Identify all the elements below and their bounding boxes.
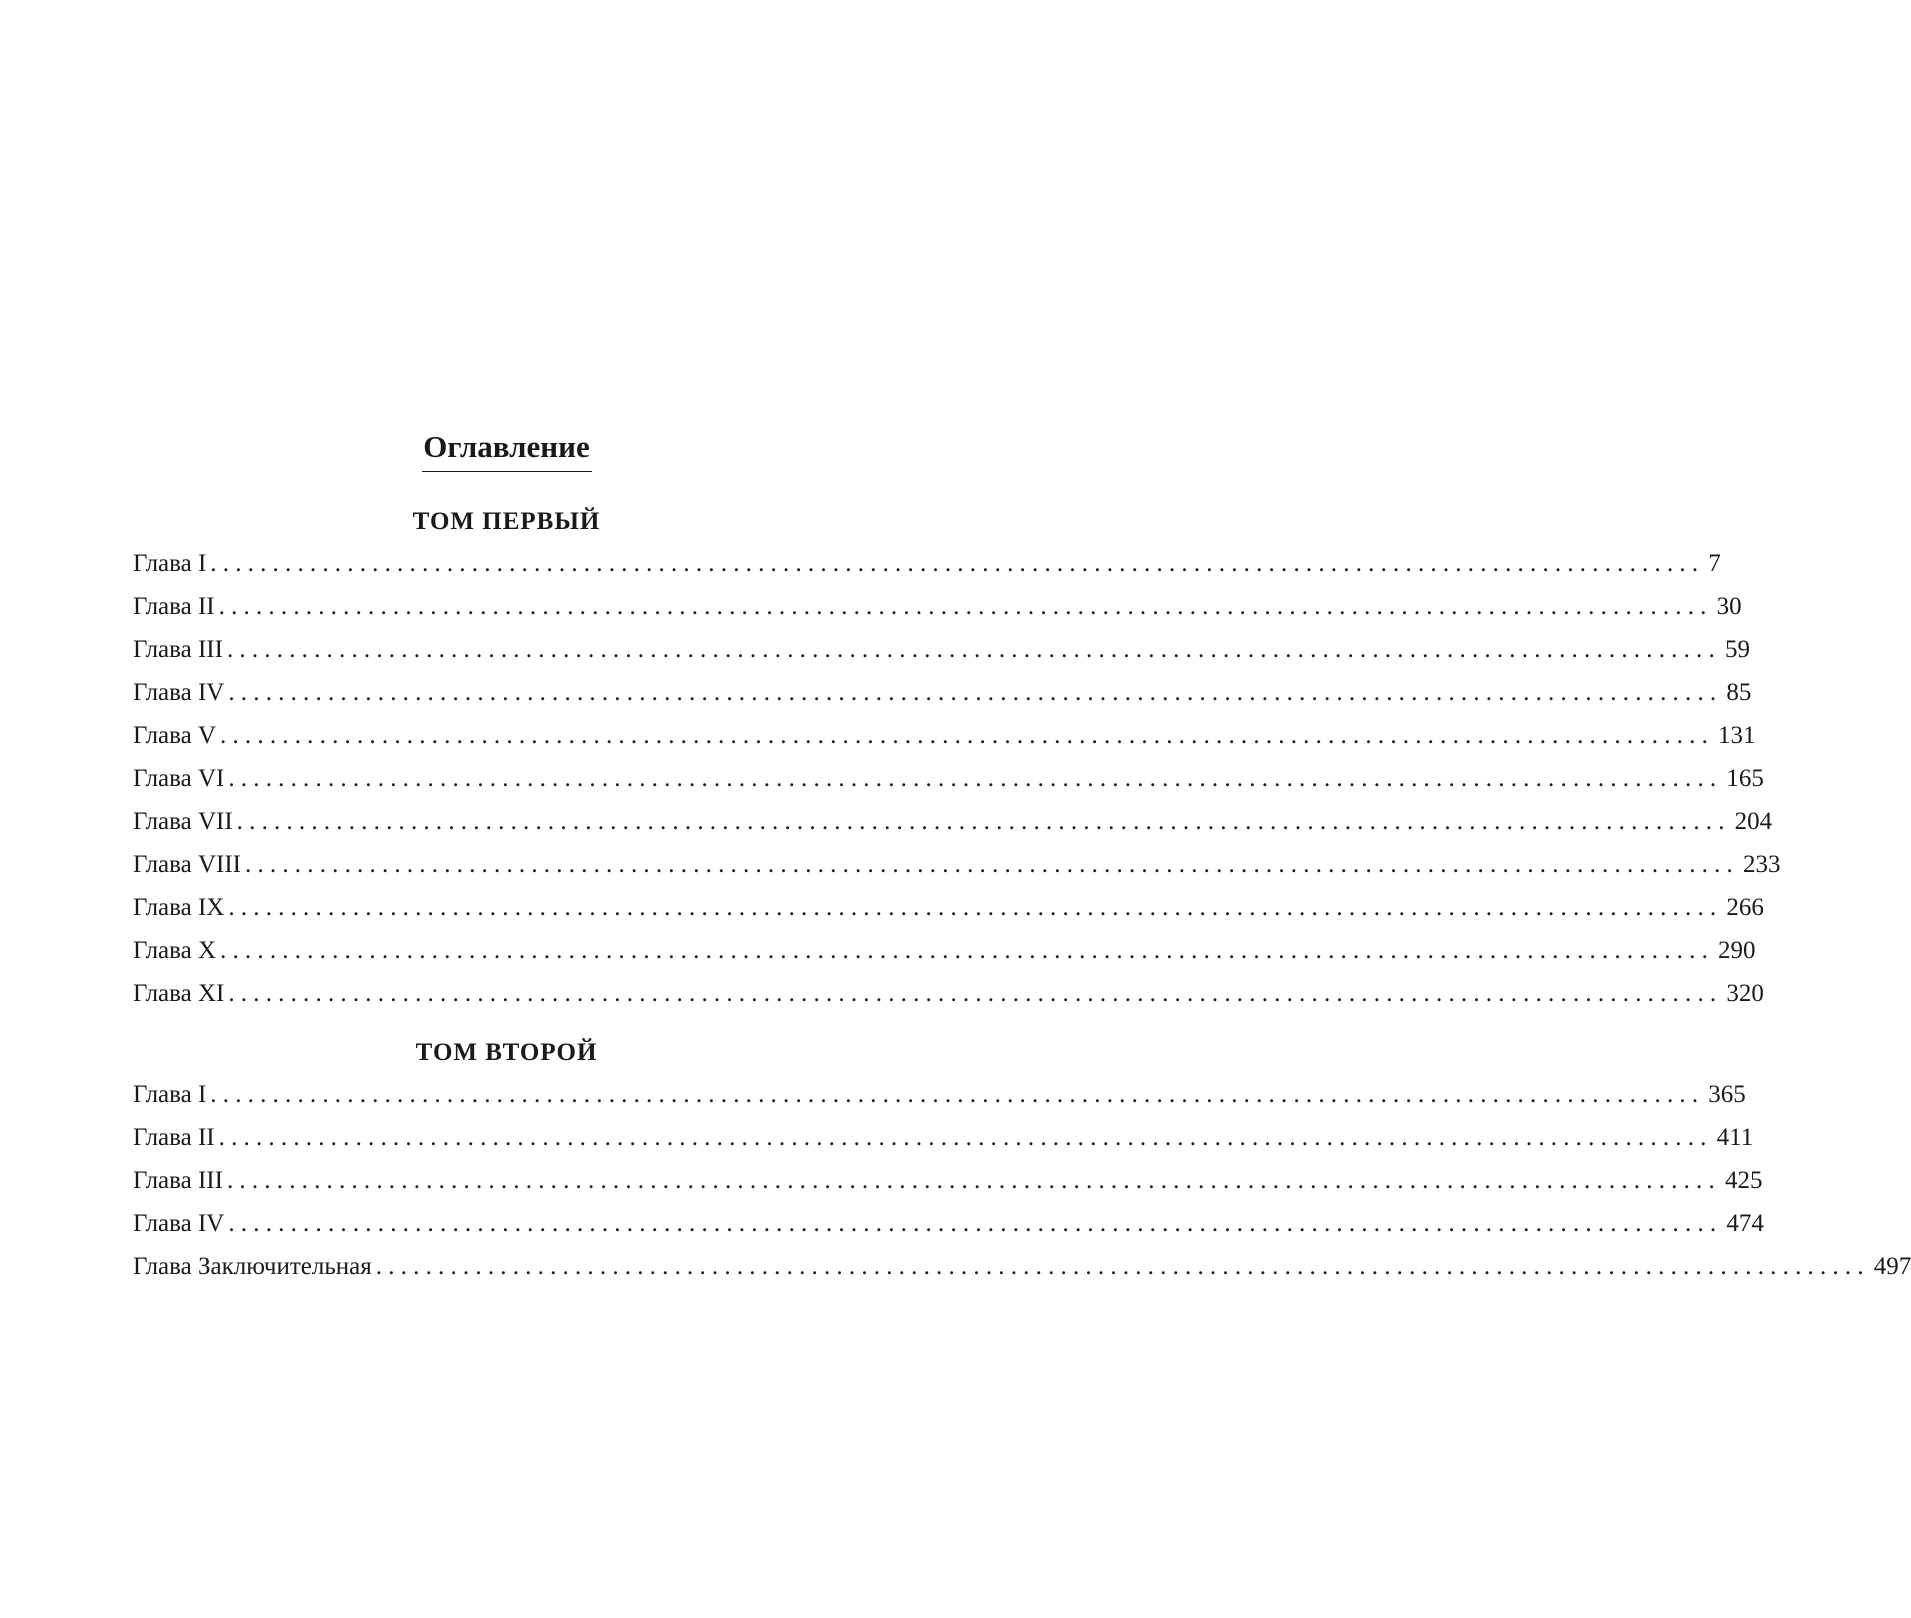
- page-number: 320: [1726, 980, 1764, 1007]
- chapter-label: Глава IV: [133, 1210, 225, 1237]
- page-number: 85: [1726, 679, 1752, 706]
- page-number: 165: [1726, 765, 1764, 792]
- page-number: 204: [1734, 808, 1773, 835]
- dot-leader: ........................................................................................................................: [218, 593, 1713, 620]
- page-number: 233: [1743, 851, 1781, 878]
- dot-leader: ........................................................................................................................: [210, 550, 1705, 577]
- toc-entry[interactable]: [133, 757, 1764, 800]
- chapter-label: Глава VIII: [133, 851, 241, 878]
- volume-1-title: ТОМ ПЕРВЫЙ: [412, 508, 601, 535]
- chapter-label: Глава II: [133, 593, 215, 620]
- dot-leader: ........................................................................................................................: [220, 722, 1715, 749]
- chapter-label: Глава VI: [133, 765, 225, 792]
- page-number: 290: [1718, 937, 1756, 964]
- dot-leader: ........................................................................................................................: [375, 1253, 1870, 1280]
- chapter-label: Глава I: [133, 550, 207, 577]
- dot-leader: ........................................................................................................................: [220, 937, 1715, 964]
- toc-entry[interactable]: [133, 628, 1750, 671]
- chapter-label: Глава III: [133, 636, 223, 663]
- toc-entry[interactable]: [133, 714, 1756, 757]
- page-number: 131: [1718, 722, 1756, 749]
- toc-entry[interactable]: [133, 886, 1764, 929]
- page-number: 474: [1726, 1210, 1764, 1237]
- page-number: 425: [1724, 1167, 1763, 1194]
- volume-1-chapter-list: [133, 542, 1781, 1015]
- page-number: 365: [1708, 1081, 1746, 1108]
- dot-leader: ........................................................................................................................: [228, 679, 1723, 706]
- page-number: 59: [1724, 636, 1750, 663]
- toc-entry[interactable]: [133, 929, 1756, 972]
- chapter-label: Глава VII: [133, 808, 233, 835]
- chapter-label: Глава III: [133, 1167, 223, 1194]
- dot-leader: ........................................................................................................................: [228, 980, 1723, 1007]
- page-number: 411: [1716, 1124, 1754, 1151]
- volume-2-title: ТОМ ВТОРОЙ: [415, 1039, 598, 1066]
- dot-leader: ........................................................................................................................: [228, 765, 1723, 792]
- toc-entry[interactable]: [133, 542, 1721, 585]
- chapter-label: Глава V: [133, 722, 217, 749]
- dot-leader: ........................................................................................................................: [218, 1124, 1713, 1151]
- table-of-contents: [133, 425, 1911, 1288]
- toc-title: Оглавление: [423, 429, 590, 464]
- page-number: 266: [1726, 894, 1764, 921]
- title-underline: [422, 471, 592, 472]
- toc-entry[interactable]: [133, 800, 1773, 843]
- toc-entry[interactable]: [133, 671, 1752, 714]
- chapter-label: Глава IX: [133, 894, 225, 921]
- dot-leader: ........................................................................................................................: [210, 1081, 1705, 1108]
- toc-entry[interactable]: [133, 1073, 1746, 1116]
- toc-entry[interactable]: [133, 1245, 1911, 1288]
- toc-entry[interactable]: [133, 585, 1742, 628]
- toc-entry[interactable]: [133, 843, 1781, 886]
- toc-entry[interactable]: [133, 972, 1764, 1015]
- chapter-label: Глава X: [133, 937, 217, 964]
- dot-leader: ........................................................................................................................: [236, 808, 1731, 835]
- page-number: 7: [1708, 550, 1721, 577]
- page-number: 497: [1873, 1253, 1911, 1280]
- chapter-label: Глава XI: [133, 980, 225, 1007]
- chapter-label: Глава Заключительная: [133, 1253, 372, 1280]
- toc-entry[interactable]: [133, 1116, 1754, 1159]
- dot-leader: ........................................................................................................................: [245, 851, 1739, 878]
- toc-entry[interactable]: [133, 1159, 1763, 1202]
- volume-2-chapter-list: [133, 1073, 1911, 1288]
- page-number: 30: [1716, 593, 1742, 620]
- dot-leader: ........................................................................................................................: [228, 1210, 1723, 1237]
- chapter-label: Глава II: [133, 1124, 215, 1151]
- dot-leader: ........................................................................................................................: [226, 1167, 1721, 1194]
- toc-entry[interactable]: [133, 1202, 1764, 1245]
- dot-leader: ........................................................................................................................: [228, 894, 1723, 921]
- dot-leader: ........................................................................................................................: [226, 636, 1721, 663]
- chapter-label: Глава IV: [133, 679, 225, 706]
- chapter-label: Глава I: [133, 1081, 207, 1108]
